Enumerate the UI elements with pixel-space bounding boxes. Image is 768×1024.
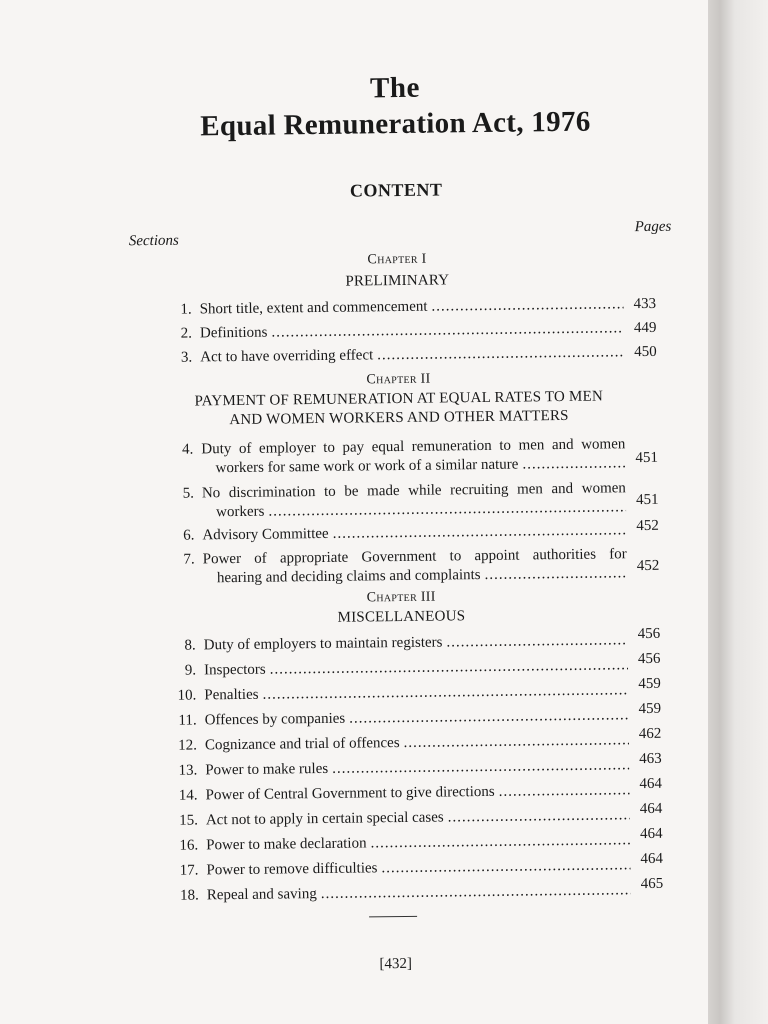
chapter-number: Chapter I	[367, 251, 427, 268]
toc-entry	[154, 800, 690, 829]
toc-entry	[150, 479, 686, 521]
dot-leader	[499, 781, 630, 802]
chapter-title: MISCELLANEOUS	[337, 608, 466, 626]
page-number: 464	[639, 775, 663, 793]
chapter-number: Chapter III	[366, 589, 436, 606]
section-title: Act not to apply in certain special cases	[205, 809, 444, 829]
toc-entry	[154, 850, 690, 879]
toc-entry	[152, 675, 688, 704]
section-title: Power to make declaration	[206, 835, 367, 854]
section-title: Power to make rules	[205, 760, 329, 779]
dot-leader	[332, 756, 629, 779]
page-number: 464	[640, 850, 664, 868]
toc-entry	[153, 725, 689, 754]
section-number: 12.	[178, 737, 198, 754]
section-number: 4.	[182, 441, 194, 458]
toc-entry	[155, 875, 691, 904]
page-number: 452	[636, 517, 659, 535]
page-number: 450	[634, 343, 657, 361]
section-number: 9.	[184, 662, 197, 679]
folio-page-number: [432]	[379, 955, 413, 973]
chapter-title: PAYMENT OF REMUNERATION AT EQUAL RATES TO MEN	[194, 388, 604, 410]
section-number: 14.	[178, 787, 198, 804]
chapter-title: AND WOMEN WORKERS AND OTHER MATTERS	[229, 407, 569, 429]
dot-leader	[446, 631, 628, 652]
section-title: Definitions	[199, 324, 268, 342]
toc-entry	[152, 650, 688, 679]
page-number: 451	[635, 491, 659, 509]
section-title: Power to remove difficulties	[206, 860, 378, 879]
dot-leader	[370, 831, 630, 853]
dot-leader	[484, 564, 627, 585]
toc-entry	[148, 319, 684, 342]
section-number: 16.	[179, 837, 199, 854]
toc-entry	[153, 700, 689, 729]
section-number: 11.	[178, 712, 197, 729]
section-number: 17.	[179, 862, 199, 879]
page-number: 451	[635, 449, 659, 467]
section-title: Advisory Committee	[202, 525, 329, 544]
page-number: 449	[633, 319, 657, 337]
section-number: 5.	[182, 485, 195, 502]
section-number: 1.	[180, 301, 192, 318]
dot-leader	[270, 656, 629, 679]
dot-leader	[381, 856, 630, 878]
dot-leader	[321, 881, 631, 904]
dot-leader	[349, 706, 629, 728]
section-number: 15.	[179, 812, 198, 829]
section-title-continued: hearing and deciding claims and complaints	[216, 567, 481, 587]
section-title: Duty of employers to maintain registers	[203, 634, 443, 654]
section-title: Power of appropriate Government to appoint authorities for	[202, 546, 627, 568]
end-rule	[369, 916, 417, 918]
section-number: 2.	[180, 325, 193, 342]
toc-entry	[149, 435, 685, 477]
section-title: Duty of employer to pay equal remuneration to men and women	[201, 436, 626, 458]
content-heading: CONTENT	[349, 179, 443, 201]
dot-leader	[404, 731, 630, 753]
section-title-continued: workers	[216, 503, 265, 521]
section-number: 3.	[180, 349, 193, 366]
title-the: The	[369, 71, 421, 105]
section-title: Act to have overriding effect	[200, 347, 374, 366]
section-title: Repeal and saving	[206, 886, 317, 904]
dot-leader	[522, 454, 625, 474]
section-title-continued: workers for same work or work of a similar nature	[215, 456, 519, 477]
section-number: 10.	[177, 687, 197, 704]
section-number: 13.	[178, 762, 198, 779]
section-number: 8.	[184, 637, 196, 654]
book-gutter	[708, 0, 768, 1024]
section-number: 18.	[179, 887, 199, 904]
section-title: Offences by companies	[204, 710, 346, 729]
section-title: Penalties	[204, 686, 259, 704]
toc-entry	[148, 343, 684, 366]
dot-leader	[431, 295, 623, 316]
toc-entry	[151, 545, 687, 587]
dot-leader	[268, 498, 626, 521]
section-title: Short title, extent and commencement	[199, 298, 428, 318]
section-number: 7.	[183, 551, 195, 568]
act-title: Equal Remuneration Act, 1976	[200, 105, 591, 143]
section-title: No discrimination to be made while recruiting men and women	[201, 480, 626, 502]
toc-entry	[148, 295, 684, 318]
chapter-title: PRELIMINARY	[345, 272, 450, 290]
dot-leader	[271, 319, 624, 342]
page-number: 456	[637, 650, 661, 668]
section-title: Cognizance and trial of offences	[204, 735, 400, 754]
dot-leader	[448, 806, 630, 827]
toc-entry	[154, 825, 690, 854]
section-title: Inspectors	[203, 661, 266, 679]
page-number: 463	[639, 750, 662, 768]
page-number: 456	[637, 625, 661, 643]
page-number: 452	[636, 557, 660, 575]
dot-leader	[262, 681, 628, 704]
toc-entry	[152, 625, 688, 654]
page-number: 465	[640, 875, 664, 893]
dot-leader	[377, 343, 624, 365]
page-number: 459	[638, 675, 661, 693]
page-number: 459	[638, 700, 662, 718]
section-title: Power of Central Government to give directions	[205, 783, 495, 804]
page-number: 464	[639, 800, 663, 818]
dot-leader	[333, 521, 627, 544]
page-number: 464	[640, 825, 663, 843]
chapter-number: Chapter II	[366, 371, 431, 388]
page-number: 433	[633, 295, 657, 313]
pages-column-label: Pages	[634, 218, 672, 236]
toc-entry	[153, 775, 689, 804]
page-number: 462	[638, 725, 662, 743]
section-number: 6.	[183, 527, 195, 544]
sections-column-label: Sections	[128, 232, 179, 250]
toc-entry	[153, 750, 689, 779]
